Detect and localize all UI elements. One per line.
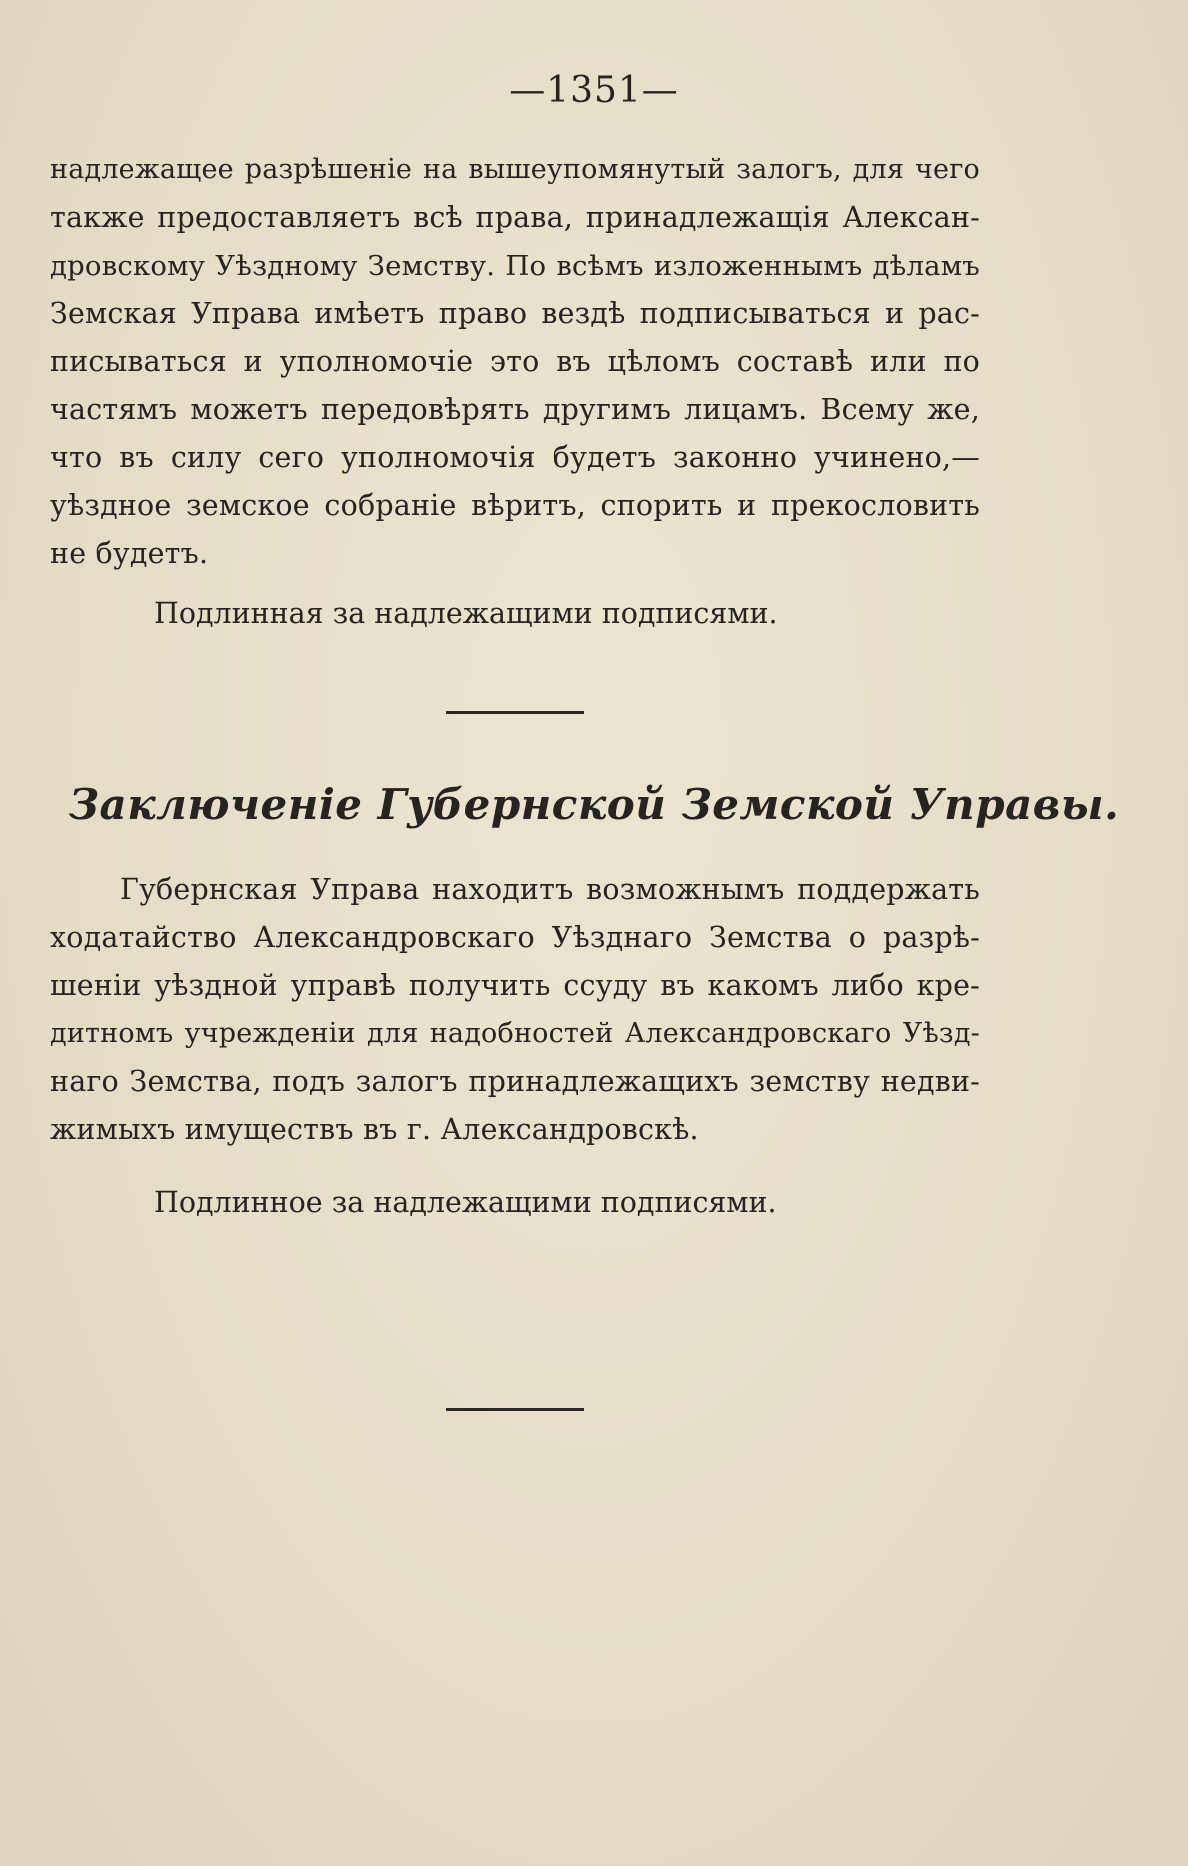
text-line: дитномъ учрежденіи для надобностей Александровскаго Уѣзд- bbox=[50, 1018, 980, 1049]
text-line: частямъ можетъ передовѣрять другимъ лицамъ. Всему же, bbox=[50, 393, 980, 426]
text-line: также предоставляетъ всѣ права, принадлежащія Алексан- bbox=[50, 201, 980, 234]
text-line: Губернская Управа находитъ возможнымъ поддержать bbox=[120, 873, 980, 906]
signature-note-1: Подлинная за надлежащими подписями. bbox=[154, 597, 778, 630]
end-divider bbox=[446, 1408, 584, 1411]
signature-note-2: Подлинное за надлежащими подписями. bbox=[154, 1186, 777, 1219]
text-line: что въ силу сего уполномочія будетъ законно учинено,— bbox=[50, 441, 980, 474]
text-line: жимыхъ имуществъ въ г. Александровскѣ. bbox=[50, 1113, 699, 1146]
text-line: надлежащее разрѣшеніе на вышеупомянутый залогъ, для чего bbox=[50, 154, 980, 185]
text-line: уѣздное земское собраніе вѣритъ, спорить и прекословить bbox=[50, 489, 980, 522]
text-line: наго Земства, подъ залогъ принадлежащихъ земству недви- bbox=[50, 1065, 980, 1098]
text-line: ходатайство Александровскаго Уѣзднаго Земства о разрѣ- bbox=[50, 921, 980, 954]
paragraph-conclusion bbox=[50, 866, 980, 1154]
text-line: дровскому Уѣздному Земству. По всѣмъ изложеннымъ дѣламъ bbox=[50, 250, 980, 282]
text-line: Земская Управа имѣетъ право вездѣ подписываться и рас- bbox=[50, 297, 980, 330]
page-number: —1351— bbox=[509, 70, 679, 111]
section-heading: Заключеніе Губернской Земской Управы. bbox=[68, 780, 1120, 829]
text-line: шеніи уѣздной управѣ получить ссуду въ какомъ либо кре- bbox=[50, 969, 980, 1002]
section-divider bbox=[446, 711, 584, 714]
text-line: писываться и уполномочіе это въ цѣломъ составѣ или по bbox=[50, 345, 980, 378]
text-line: не будетъ. bbox=[50, 537, 209, 570]
paragraph-continuation bbox=[50, 146, 980, 578]
